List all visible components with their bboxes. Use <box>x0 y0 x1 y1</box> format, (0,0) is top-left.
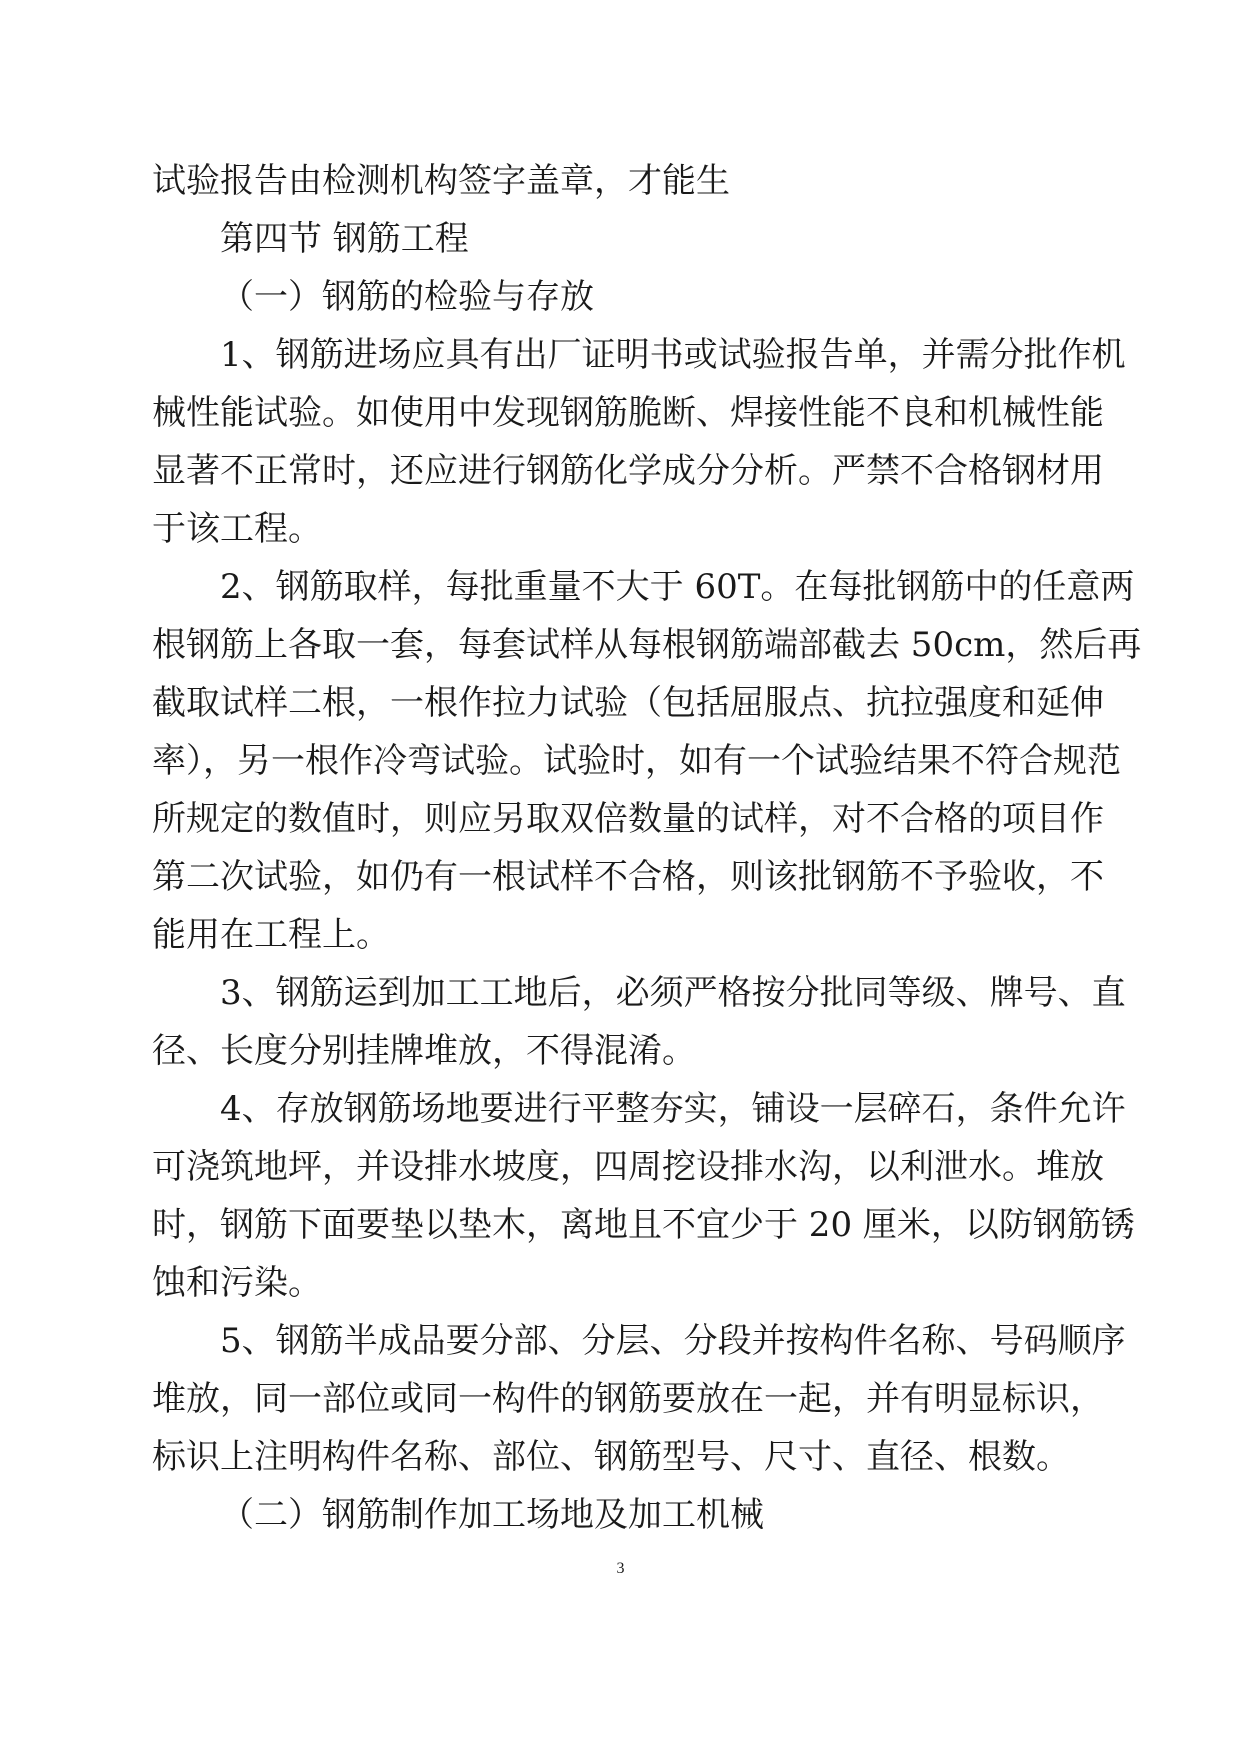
text-line: 1、钢筋进场应具有出厂证明书或试验报告单，并需分批作机 <box>220 335 1126 375</box>
text-line: 截取试样二根，一根作拉力试验（包括屈服点、抗拉强度和延伸 <box>152 683 1104 723</box>
text-line: 显著不正常时，还应进行钢筋化学成分分析。严禁不合格钢材用 <box>152 451 1104 491</box>
subsection-heading: （二）钢筋制作加工场地及加工机械 <box>220 1495 764 1535</box>
text-line: 标识上注明构件名称、部位、钢筋型号、尺寸、直径、根数。 <box>152 1437 1070 1477</box>
text-line: 试验报告由检测机构签字盖章，才能生 <box>152 161 730 201</box>
text-line: 2、钢筋取样，每批重量不大于 60T。在每批钢筋中的任意两 <box>220 567 1135 607</box>
text-line: 蚀和污染。 <box>152 1263 322 1303</box>
text-line: 第二次试验，如仍有一根试样不合格，则该批钢筋不予验收，不 <box>152 857 1104 897</box>
text-line: 械性能试验。如使用中发现钢筋脆断、焊接性能不良和机械性能 <box>152 393 1104 433</box>
page-number: 3 <box>616 1560 625 1577</box>
text-line: 径、长度分别挂牌堆放，不得混淆。 <box>152 1031 696 1071</box>
text-line: 时，钢筋下面要垫以垫木，离地且不宜少于 20 厘米，以防钢筋锈 <box>152 1205 1135 1245</box>
text-line: 3、钢筋运到加工工地后，必须严格按分批同等级、牌号、直 <box>220 973 1126 1013</box>
text-line: 率），另一根作冷弯试验。试验时，如有一个试验结果不符合规范 <box>152 741 1121 781</box>
text-line: 所规定的数值时，则应另取双倍数量的试样，对不合格的项目作 <box>152 799 1104 839</box>
section-heading: 第四节 钢筋工程 <box>220 219 469 259</box>
text-line: 堆放，同一部位或同一构件的钢筋要放在一起，并有明显标识， <box>152 1379 1104 1419</box>
text-line: 根钢筋上各取一套，每套试样从每根钢筋端部截去 50cm，然后再 <box>152 625 1142 665</box>
text-line: 于该工程。 <box>152 509 322 549</box>
text-line: 可浇筑地坪，并设排水坡度，四周挖设排水沟，以利泄水。堆放 <box>152 1147 1104 1187</box>
document-body <box>152 152 1142 1544</box>
subsection-heading: （一）钢筋的检验与存放 <box>220 277 594 317</box>
text-line: 5、钢筋半成品要分部、分层、分段并按构件名称、号码顺序 <box>220 1321 1126 1361</box>
text-line: 4、存放钢筋场地要进行平整夯实，铺设一层碎石，条件允许 <box>220 1089 1126 1129</box>
text-line: 能用在工程上。 <box>152 915 390 955</box>
